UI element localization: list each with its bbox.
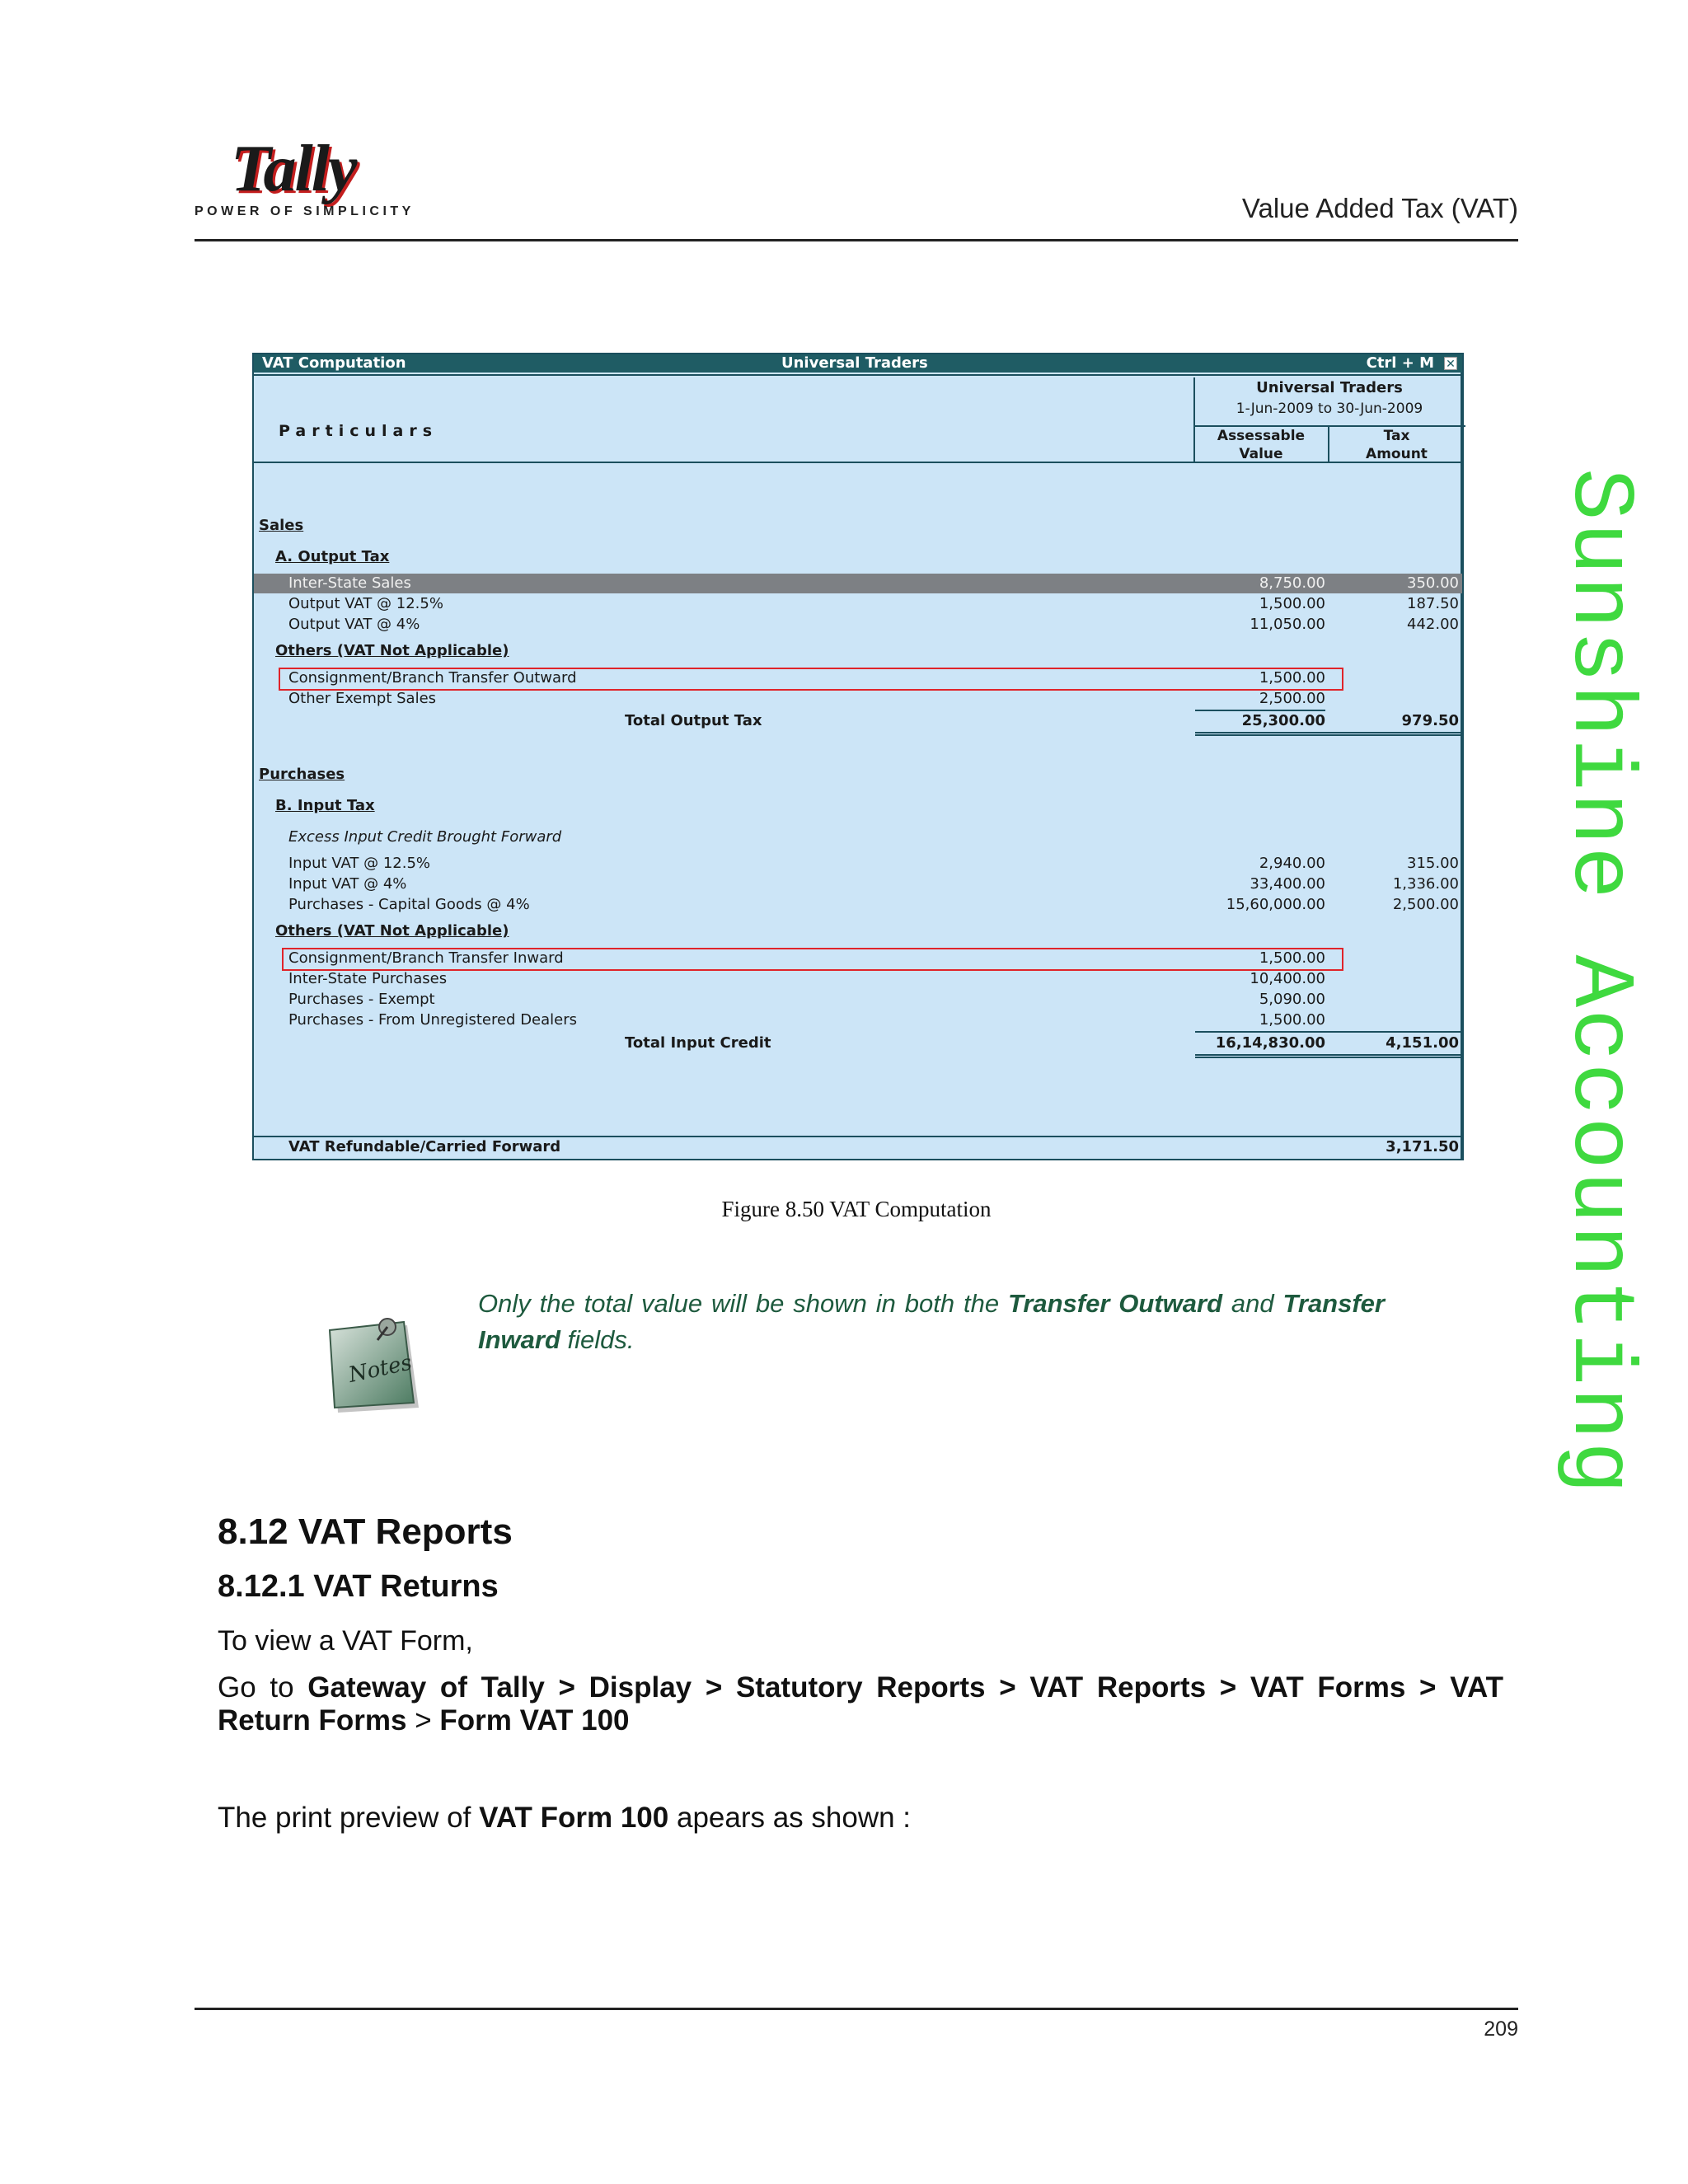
highlight-box (279, 668, 1343, 691)
header-line: Assessable (1217, 428, 1306, 444)
others-sales-heading-row (254, 641, 1462, 661)
row-label: Purchases - From Unregistered Dealers (288, 1011, 578, 1029)
row-label: Output VAT @ 12.5% (288, 595, 443, 612)
excess-credit-label: Excess Input Credit Brought Forward (288, 828, 562, 846)
close-icon[interactable]: ✕ (1444, 357, 1457, 370)
note-fragment: fields. (560, 1325, 635, 1354)
total-tax: 979.50 (1401, 712, 1459, 729)
purchases-heading-row (254, 765, 1462, 785)
preview-bold: VAT Form 100 (479, 1802, 669, 1834)
row-tax: 187.50 (1407, 595, 1459, 612)
table-row[interactable] (254, 854, 1462, 874)
tally-logo (195, 132, 415, 223)
row-value: 8,750.00 (1259, 574, 1325, 592)
row-value: 15,60,000.00 (1226, 896, 1325, 913)
row-value: 1,500.00 (1259, 949, 1325, 967)
assessable-value-header (1195, 427, 1327, 463)
note-bold: Transfer Inward (478, 1289, 1385, 1354)
watermark (1550, 468, 1648, 1754)
header-rule (195, 239, 1518, 241)
input-tax-heading: B. Input Tax (275, 797, 375, 814)
titlebar-company: Universal Traders (781, 354, 928, 372)
header-line: Value (1239, 446, 1283, 462)
subsection-heading: 8.12.1 VAT Returns (218, 1569, 499, 1604)
table-row[interactable] (254, 615, 1462, 635)
note-fragment: Only the total value will be shown in both the (478, 1289, 1008, 1318)
row-value: 2,940.00 (1259, 855, 1325, 872)
row-label: Input VAT @ 4% (288, 875, 407, 893)
table-row[interactable] (254, 594, 1462, 614)
total-label: Total Input Credit (625, 1034, 771, 1052)
section-heading: 8.12 VAT Reports (218, 1511, 513, 1552)
preview-suffix: apears as shown : (668, 1802, 912, 1834)
row-label: Other Exempt Sales (288, 690, 437, 707)
company-name: Universal Traders (1256, 379, 1403, 396)
row-tax: 442.00 (1407, 616, 1459, 633)
preview-text (218, 1802, 911, 1835)
others-heading: Others (VAT Not Applicable) (275, 642, 509, 659)
notes-icon-text: Notes (346, 1350, 415, 1388)
highlight-box (282, 948, 1343, 971)
page-number: 209 (1484, 2018, 1518, 2041)
path-bold: Gateway of Tally > Display > Statutory Reports > VAT Reports > VAT Forms > VAT Return Forms (218, 1671, 1503, 1736)
row-label: Purchases - Capital Goods @ 4% (288, 896, 530, 913)
vat-computation-screen (252, 353, 1464, 1160)
screen-titlebar (254, 354, 1462, 373)
total-value: 25,300.00 (1241, 712, 1325, 729)
row-value: 10,400.00 (1250, 970, 1325, 987)
row-tax: 1,336.00 (1392, 875, 1459, 893)
row-value: 1,500.00 (1259, 595, 1325, 612)
row-label: Purchases - Exempt (288, 991, 435, 1008)
refundable-label: VAT Refundable/Carried Forward (288, 1138, 561, 1155)
total-tax: 4,151.00 (1386, 1034, 1459, 1052)
path-prefix: Go to (218, 1671, 308, 1704)
intro-text: To view a VAT Form, (218, 1625, 473, 1657)
row-label: Inter-State Purchases (288, 970, 448, 987)
output-tax-heading: A. Output Tax (275, 548, 390, 565)
figure-caption: Figure 8.50 VAT Computation (721, 1197, 992, 1221)
note-fragment: and (1222, 1289, 1283, 1318)
row-tax: 2,500.00 (1392, 896, 1459, 913)
logo-word: Tally (231, 133, 356, 205)
row-tax: 350.00 (1407, 574, 1459, 592)
watermark-text: Sunshine Accounting (1550, 468, 1648, 1496)
table-row[interactable] (254, 874, 1462, 894)
total-double-rule (1195, 732, 1464, 736)
path-separator: > (406, 1704, 440, 1736)
page-header-title: Value Added Tax (VAT) (1241, 193, 1518, 223)
refundable-row (254, 1137, 1462, 1157)
header-top-rule (254, 374, 1462, 376)
row-label: Input VAT @ 12.5% (288, 855, 431, 872)
row-label: Consignment/Branch Transfer Outward (288, 669, 577, 687)
others-heading: Others (VAT Not Applicable) (275, 922, 509, 940)
refundable-tax: 3,171.50 (1386, 1138, 1459, 1155)
table-row[interactable] (254, 990, 1462, 1010)
row-tax: 315.00 (1407, 855, 1459, 872)
others-purchases-heading-row (254, 921, 1462, 941)
particulars-heading: Particulars (279, 422, 438, 440)
row-value: 11,050.00 (1250, 616, 1325, 633)
notes-icon (328, 1310, 420, 1414)
tax-amount-header (1329, 427, 1464, 463)
table-row[interactable] (254, 895, 1462, 915)
row-label: Inter-State Sales (288, 574, 411, 592)
output-tax-heading-row (254, 547, 1462, 567)
note-bold: Transfer Outward (1007, 1289, 1223, 1318)
total-output-row (254, 711, 1462, 731)
row-label: Consignment/Branch Transfer Inward (288, 949, 564, 967)
navigation-path (218, 1671, 1503, 1737)
titlebar-shortcut: Ctrl + M (1366, 354, 1434, 372)
total-label: Total Output Tax (625, 712, 762, 729)
header-line: Amount (1366, 446, 1428, 462)
subtotal-rule (1195, 1031, 1464, 1033)
footer-line (195, 2008, 1518, 2010)
total-input-row (254, 1033, 1462, 1053)
titlebar-report-name: VAT Computation (262, 354, 406, 372)
header-line: Tax (1383, 428, 1410, 444)
report-period: 1-Jun-2009 to 30-Jun-2009 (1236, 401, 1423, 417)
logo-tagline: POWER OF SIMPLICITY (195, 204, 415, 218)
sales-heading-row (254, 516, 1462, 536)
total-value: 16,14,830.00 (1215, 1034, 1325, 1052)
table-row[interactable] (254, 689, 1462, 709)
note-text (478, 1286, 1385, 1358)
total-double-rule (1195, 1054, 1464, 1058)
row-value: 1,500.00 (1259, 669, 1325, 687)
row-value: 1,500.00 (1259, 1011, 1325, 1029)
row-value: 2,500.00 (1259, 690, 1325, 707)
table-row[interactable] (254, 1010, 1462, 1030)
preview-prefix: The print preview of (218, 1802, 480, 1834)
excess-credit-row[interactable] (254, 827, 1462, 847)
row-label: Output VAT @ 4% (288, 616, 420, 633)
table-row[interactable] (254, 969, 1462, 989)
row-value: 33,400.00 (1250, 875, 1325, 893)
purchases-heading: Purchases (259, 766, 345, 783)
sales-heading: Sales (259, 517, 304, 534)
path-bold: Form VAT 100 (439, 1704, 630, 1736)
row-value: 5,090.00 (1259, 991, 1325, 1008)
input-tax-heading-row (254, 796, 1462, 816)
table-row[interactable] (254, 574, 1462, 593)
